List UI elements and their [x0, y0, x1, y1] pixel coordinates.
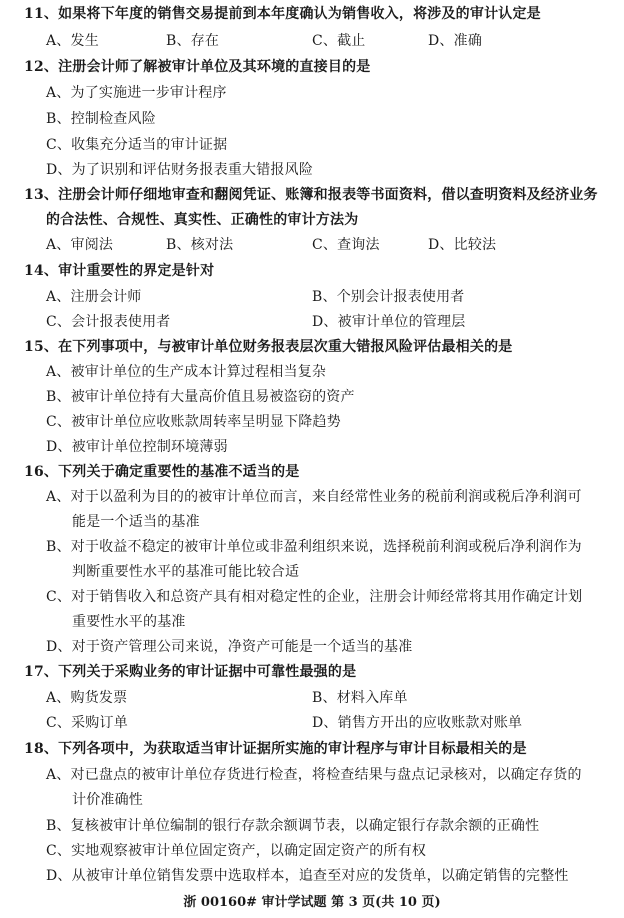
question-14-option-d: D、被审计单位的管理层 — [312, 314, 466, 330]
question-14-stem: 14、审计重要性的界定是针对 — [24, 263, 215, 279]
question-11-option-b: B、存在 — [166, 33, 220, 49]
question-17-option-a: A、购货发票 — [46, 690, 128, 706]
question-17-option-b: B、材料入库单 — [312, 690, 408, 706]
question-13-option-a: A、审阅法 — [46, 237, 114, 253]
question-13-option-c: C、查询法 — [312, 237, 380, 253]
question-13-stem-line-1: 13、注册会计师仔细地审查和翻阅凭证、账簿和报表等书面资料，借以查明资料及经济业务 — [24, 187, 598, 203]
question-16-option-c-line-1: C、对于销售收入和总资产具有相对稳定性的企业，注册会计师经常将其用作确定计划 — [46, 589, 583, 605]
question-18-stem: 18、下列各项中，为获取适当审计证据所实施的审计程序与审计目标最相关的是 — [24, 741, 527, 757]
question-13-option-b: B、核对法 — [166, 237, 234, 253]
question-12-option-a: A、为了实施进一步审计程序 — [46, 85, 227, 101]
question-12-option-c: C、收集充分适当的审计证据 — [46, 137, 228, 153]
question-15-option-a: A、被审计单位的生产成本计算过程相当复杂 — [46, 364, 327, 380]
question-17-stem: 17、下列关于采购业务的审计证据中可靠性最强的是 — [24, 664, 357, 680]
question-11-stem: 11、如果将下年度的销售交易提前到本年度确认为销售收入，将涉及的审计认定是 — [24, 6, 541, 22]
question-16-option-b-line-1: B、对于收益不稳定的被审计单位或非盈利组织来说，选择税前利润或税后净利润作为 — [46, 539, 582, 555]
question-11-option-a: A、发生 — [46, 33, 99, 49]
question-13-stem-line-2: 的合法性、合规性、真实性、正确性的审计方法为 — [46, 212, 359, 228]
question-18-option-a-line-2: 计价准确性 — [72, 792, 143, 808]
question-15-option-b: B、被审计单位持有大量高价值且易被盗窃的资产 — [46, 389, 355, 405]
question-16-option-a-line-1: A、对于以盈利为目的的被审计单位而言，来自经常性业务的税前利润或税后净利润可 — [46, 489, 582, 505]
question-11-option-d: D、准确 — [428, 33, 483, 49]
page-footer: 浙 00160# 审计学试题 第 3 页(共 10 页) — [183, 895, 441, 910]
question-18-option-c: C、实地观察被审计单位固定资产，以确定固定资产的所有权 — [46, 843, 427, 859]
question-14-option-b: B、个别会计报表使用者 — [312, 289, 465, 305]
question-16-option-c-line-2: 重要性水平的基准 — [72, 614, 186, 630]
question-12-option-d: D、为了识别和评估财务报表重大错报风险 — [46, 162, 314, 178]
question-18-option-b: B、复核被审计单位编制的银行存款余额调节表，以确定银行存款余额的正确性 — [46, 818, 540, 834]
question-17-option-d: D、销售方开出的应收账款对账单 — [312, 715, 523, 731]
question-17-option-c: C、采购订单 — [46, 715, 128, 731]
question-16-stem: 16、下列关于确定重要性的基准不适当的是 — [24, 464, 300, 480]
question-16-option-b-line-2: 判断重要性水平的基准可能比较合适 — [72, 564, 300, 580]
question-12-option-b: B、控制检查风险 — [46, 111, 156, 127]
question-14-option-c: C、会计报表使用者 — [46, 314, 171, 330]
question-16-option-a-line-2: 能是一个适当的基准 — [72, 514, 200, 530]
question-14-option-a: A、注册会计师 — [46, 289, 142, 305]
question-13-option-d: D、比较法 — [428, 237, 497, 253]
question-18-option-d: D、从被审计单位销售发票中选取样本，追查至对应的发货单，以确定销售的完整性 — [46, 868, 569, 884]
question-15-option-c: C、被审计单位应收账款周转率呈明显下降趋势 — [46, 414, 341, 430]
question-18-option-a-line-1: A、对已盘点的被审计单位存货进行检查，将检查结果与盘点记录核对，以确定存货的 — [46, 767, 582, 783]
question-11-option-c: C、截止 — [312, 33, 366, 49]
question-12-stem: 12、注册会计师了解被审计单位及其环境的直接目的是 — [24, 59, 371, 75]
question-16-option-d: D、对于资产管理公司来说，净资产可能是一个适当的基准 — [46, 639, 413, 655]
question-15-option-d: D、被审计单位控制环境薄弱 — [46, 439, 228, 455]
question-15-stem: 15、在下列事项中，与被审计单位财务报表层次重大错报风险评估最相关的是 — [24, 339, 513, 355]
